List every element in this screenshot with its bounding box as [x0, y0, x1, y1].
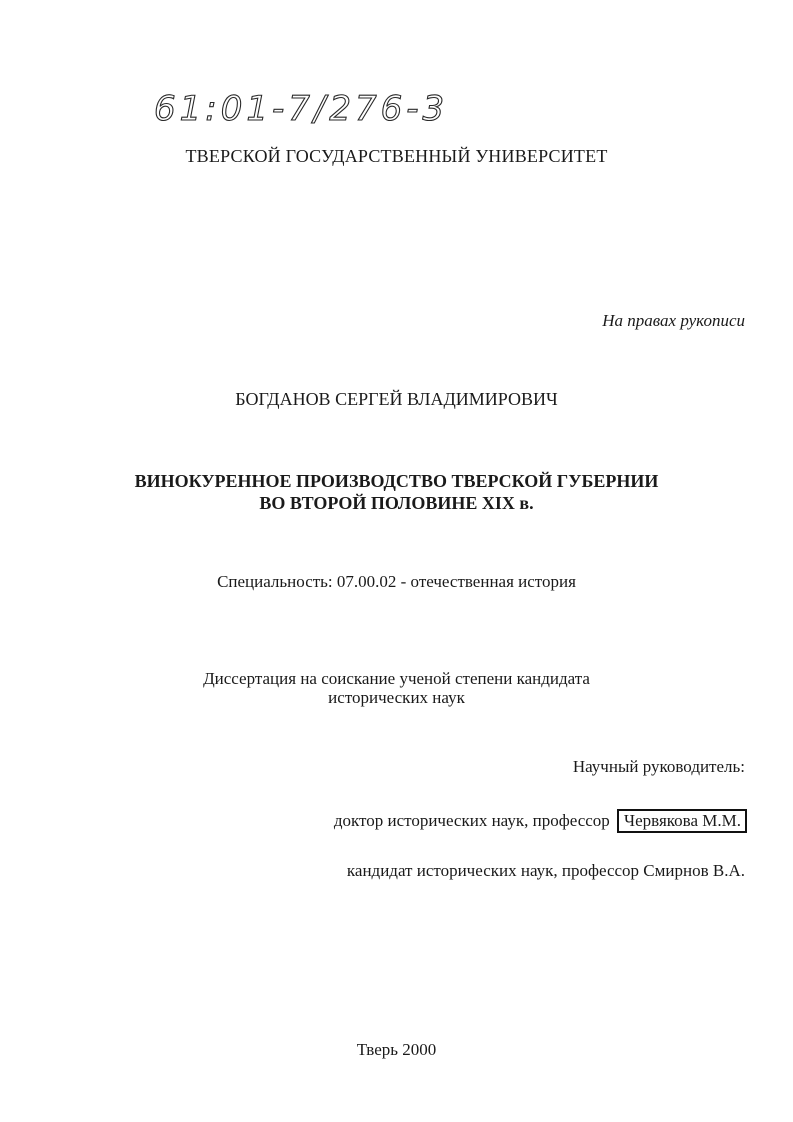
- supervisor-second: кандидат исторических наук, профессор Смирнов В.А.: [346, 861, 745, 880]
- degree-statement: [0, 669, 793, 707]
- specialty-line: Специальность: 07.00.02 - отечественная история: [217, 572, 576, 591]
- handwritten-archive-mark: [150, 76, 510, 136]
- handwritten-archive-mark-drawing: [150, 76, 510, 136]
- dissertation-title-line-1: ВИНОКУРЕННОЕ ПРОИЗВОДСТВО ТВЕРСКОЙ ГУБЕРНИИ: [134, 471, 659, 491]
- university-name: ТВЕРСКОЙ ГОСУДАРСТВЕННЫЙ УНИВЕРСИТЕТ: [185, 146, 608, 166]
- supervisor-first-degree: доктор исторических наук, профессор: [333, 811, 610, 830]
- supervisor-label: Научный руководитель:: [572, 757, 745, 776]
- supervisor-first-name-box: Червякова М.М.: [617, 809, 747, 833]
- dissertation-title-line-2: ВО ВТОРОЙ ПОЛОВИНЕ XIX в.: [259, 493, 534, 513]
- handwritten-archive-mark-text: 61:01-7/276-3: [154, 89, 449, 129]
- author-name: БОГДАНОВ СЕРГЕЙ ВЛАДИМИРОВИЧ: [235, 389, 558, 409]
- degree-statement-line-1: Диссертация на соискание ученой степени кандидата: [203, 669, 590, 688]
- rights-note: На правах рукописи: [602, 311, 745, 330]
- degree-statement-line-2: исторических наук: [328, 688, 465, 707]
- dissertation-title: [0, 470, 793, 514]
- city-year: Тверь 2000: [356, 1040, 437, 1059]
- supervisor-first: [334, 809, 747, 833]
